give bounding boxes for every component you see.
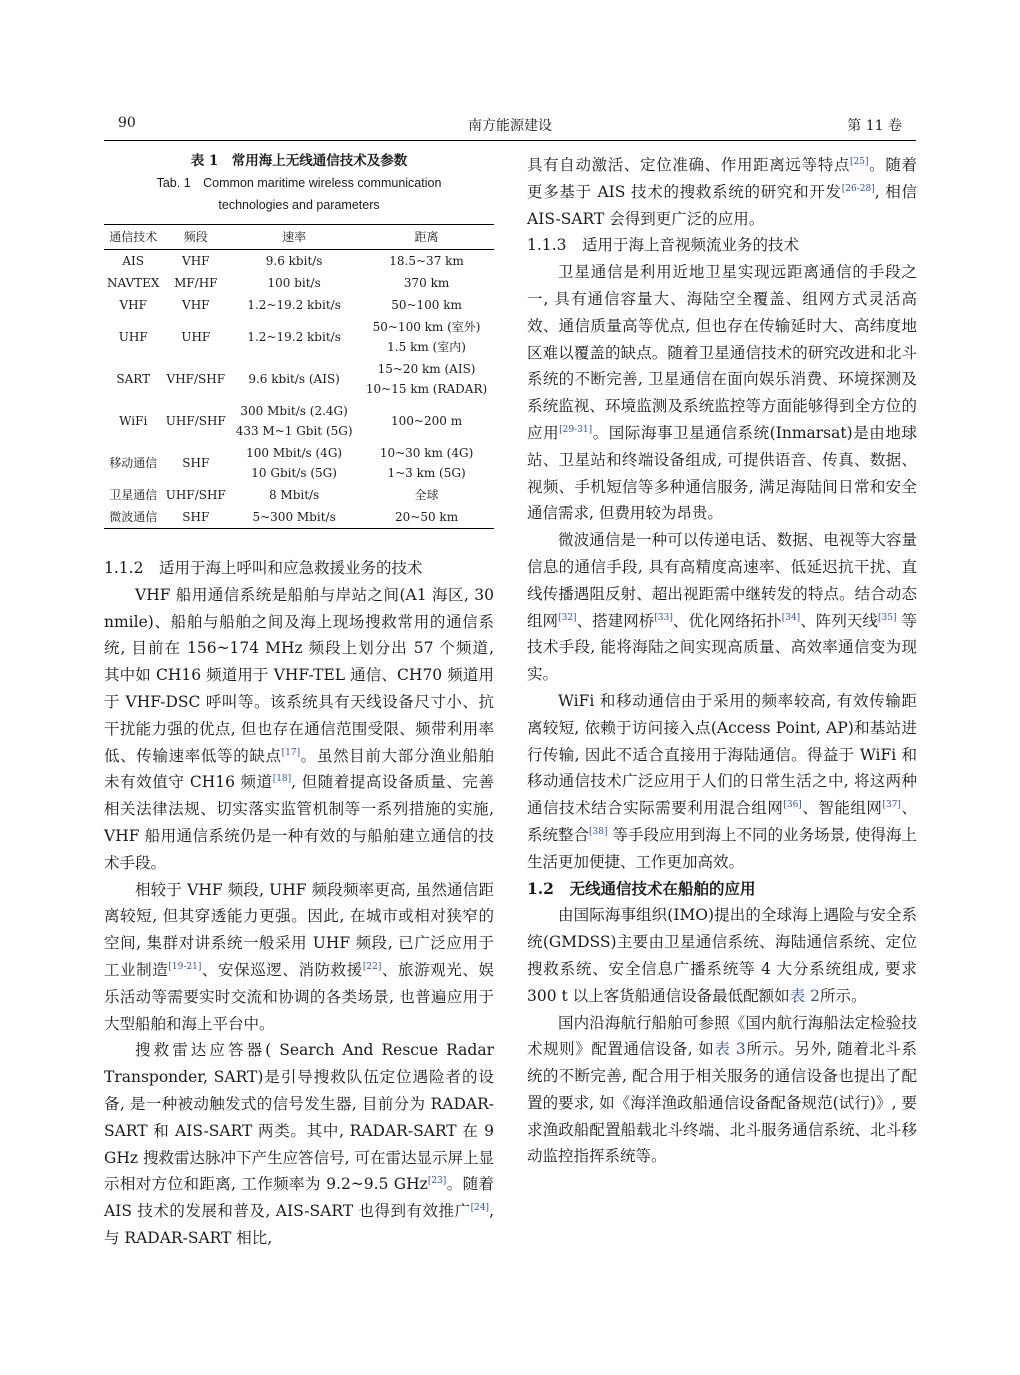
- text: 、旅游观光、娱乐活动等需要实时交流和协调的各类场景, 也普遍应用于大型船舶和海上平台中。: [104, 960, 494, 1033]
- table-cell: 100 bit/s: [267, 276, 321, 290]
- table-cell: 8 Mbit/s: [268, 488, 320, 502]
- text: , 相信 AIS-SART 会得到更广泛的应用。: [527, 182, 917, 228]
- citation[interactable]: [38]: [589, 826, 608, 837]
- table-cell: 卫星通信: [109, 488, 158, 502]
- table-cell: VHF: [182, 298, 210, 312]
- table-2-link[interactable]: 表 2: [789, 986, 820, 1005]
- volume-label: 第 11 卷: [847, 118, 902, 134]
- table-row: [104, 484, 494, 506]
- table-cell: VHF/SHF: [166, 372, 226, 386]
- table-cell: VHF: [182, 254, 210, 268]
- table-cell: 15~20 km (AIS) 10~15 km (RADAR): [365, 362, 488, 396]
- table-body: [104, 250, 494, 529]
- table-cell: 9.6 kbit/s: [265, 254, 323, 268]
- table-cell: SHF: [182, 510, 210, 524]
- parameters-table: [104, 224, 494, 529]
- table-cell: SART: [116, 372, 151, 386]
- text: WiFi 和移动通信由于采用的频率较高, 有效传输距离较短, 依赖于访问接入点(Access Point, AP)和基站进行传输, 因此不适合直接用于海陆通信。得益于 WiFi 和移动通信技术广泛应用于人们的日常生活之中, 将这两种通信技术结合实际需要利用混合组网: [527, 691, 917, 818]
- table-cell: 50~100 km (室外) 1.5 km (室内): [372, 320, 481, 354]
- paragraph: [104, 877, 494, 1038]
- table-cell: UHF: [118, 330, 148, 344]
- text: 搜救雷达应答器( Search And Rescue Radar Transponder, SART)是引导搜救队伍定位遇险者的设备, 是一种被动触发式的信号发生器, 目前分为 RADAR-SART 和 AIS-SART 两类。其中, RADAR-SART 在 9 GHz 搜救雷达脉冲下产生应答信号, 可在雷达显示屏上显示相对方位和距离, 工作频率为 9.2~9.5 GHz: [104, 1041, 494, 1194]
- paragraph: [527, 902, 917, 1009]
- citation[interactable]: [19-21]: [168, 961, 202, 972]
- table-cell: 移动通信: [109, 456, 158, 470]
- right-column: [527, 152, 917, 1170]
- text: 、搭建网桥: [576, 611, 655, 630]
- table-cell: 微波通信: [109, 510, 158, 524]
- table-cell: UHF/SHF: [165, 414, 226, 428]
- paragraph: [527, 527, 917, 688]
- paragraph: [527, 259, 917, 527]
- table-header-cell: 通信技术: [109, 230, 158, 244]
- paragraph: [527, 688, 917, 876]
- table-cell: NAVTEX: [106, 276, 160, 290]
- paragraph: [527, 152, 917, 232]
- table-caption-en-1: Tab. 1 Common maritime wireless communication: [156, 176, 442, 190]
- citation[interactable]: [36]: [783, 799, 802, 810]
- citation[interactable]: [17]: [281, 747, 301, 758]
- citation[interactable]: [32]: [558, 612, 577, 623]
- text: 卫星通信是利用近地卫星实现远距离通信的手段之一, 具有通信容量大、海陆空全覆盖、组网方式灵活高效、通信质量高等优点, 但也存在传输延时大、高纬度地区难以覆盖的缺点。随着卫星通信技术的研究改进和北斗系统的不断完善, 卫星通信在面向娱乐消费、环境探测及系统监视、环境监测及系统监控等方面能够得到全方位的应用: [527, 263, 917, 442]
- citation[interactable]: [34]: [781, 612, 801, 623]
- citation[interactable]: [25]: [850, 156, 869, 167]
- citation[interactable]: [33]: [654, 612, 673, 623]
- table-cell: 5~300 Mbit/s: [252, 510, 336, 524]
- section-1-1-2-heading: 1.1.2 适用于海上呼叫和应急救援业务的技术: [104, 559, 423, 577]
- table-header-cell: 距离: [414, 230, 439, 244]
- running-header: [104, 112, 916, 138]
- table-cell: UHF/SHF: [165, 488, 226, 502]
- table-header-cell: 速率: [282, 230, 307, 244]
- paragraph: [104, 582, 494, 877]
- citation[interactable]: [23]: [427, 1176, 447, 1187]
- journal-name: 南方能源建设: [468, 118, 552, 134]
- text: 。虽然目前大部分渔业船舶未有效值守 CH16 频道: [104, 746, 494, 792]
- table-caption-zh: 表 1 常用海上无线通信技术及参数: [190, 153, 408, 169]
- table-row: [104, 358, 494, 400]
- table-cell: MF/HF: [174, 276, 218, 290]
- citation[interactable]: [18]: [272, 774, 292, 785]
- citation[interactable]: [37]: [882, 799, 901, 810]
- table-row: [104, 400, 494, 442]
- paragraph: [104, 1037, 494, 1251]
- table-row: [104, 442, 494, 484]
- table-header-row: [104, 225, 494, 250]
- text: 由国际海事组织(IMO)提出的全球海上遇险与安全系统(GMDSS)主要由卫星通信系统、海陆通信系统、定位搜救系统、安全信息广播系统等 4 大分系统组成, 要求 300 t 以上客货船通信设备最低配额如: [527, 906, 917, 1005]
- text: 等技术手段, 能将海陆之间实现高质量、高效率通信变为现实。: [527, 611, 917, 684]
- table-row: [104, 506, 494, 529]
- table-caption-en-2: technologies and parameters: [218, 198, 380, 212]
- text: 、系统整合: [527, 799, 917, 844]
- text: VHF 船用通信系统是船舶与岸站之间(A1 海区, 30 nmile)、船舶与船舶之间及海上现场搜救常用的通信系统, 目前在 156~174 MHz 频段上划分出 57 个频道, 其中如 CH16 频道用于 VHF-TEL 通信、CH70 频道用于 VHF-DSC 呼叫等。该系统具有天线设备尺寸小、抗干扰能力强的优点, 但也存在通信范围受限、频带利用率低、传输速率低等的缺点: [104, 585, 495, 765]
- section-1-2-heading: 1.2 无线通信技术在船舶的应用: [527, 878, 756, 898]
- table-row: [104, 316, 494, 358]
- text: 。国际海事卫星通信系统(Inmarsat)是由地球站、卫星站和终端设备组成, 可提供语音、传真、数据、视频、手机短信等多种通信服务, 满足海陆间日常和安全通信需求, 但费用较为昂贵。: [527, 423, 917, 523]
- table-cell: VHF: [119, 298, 147, 312]
- table-cell: 100 Mbit/s (4G) 10 Gbit/s (5G): [246, 446, 343, 480]
- citation[interactable]: [35]: [877, 612, 897, 623]
- paragraph: [527, 1010, 917, 1171]
- text: , 与 RADAR-SART 相比,: [104, 1202, 494, 1247]
- page-number: 90: [118, 115, 136, 131]
- citation[interactable]: [26-28]: [841, 183, 875, 194]
- header-rule: [104, 140, 916, 141]
- text: 所示。: [819, 986, 867, 1005]
- table-cell: 全球: [414, 488, 439, 502]
- table-cell: WiFi: [119, 414, 148, 428]
- table-cell: 100~200 m: [391, 414, 463, 428]
- text: 微波通信是一种可以传递电话、数据、电视等大容量信息的通信手段, 具有高精度高速率、低延迟抗干扰、直线传播遇阻反射、超出视距需中继转发的特点。结合动态组网: [527, 531, 917, 630]
- text: 所示。另外, 随着北斗系统的不断完善, 配合用于相关服务的通信设备也提出了配置的要求, 如《海洋渔政船通信设备配备规范(试行)》, 要求渔政船配置船载北斗终端、北斗服务通信系统、北斗移动监控指挥系统等。: [527, 1040, 917, 1166]
- section-1-1-3-heading: 1.1.3 适用于海上音视频流业务的技术: [527, 236, 799, 255]
- citation[interactable]: [22]: [362, 961, 382, 972]
- text: 。随着 AIS 技术的发展和普及, AIS-SART 也得到有效推广: [104, 1175, 494, 1221]
- text: 、安保巡逻、消防救援: [201, 960, 363, 979]
- text: 、阵列天线: [800, 611, 878, 630]
- table-caption: [104, 150, 494, 216]
- text: 、智能组网: [801, 799, 883, 818]
- text: 具有自动激活、定位准确、作用距离远等特点: [527, 156, 851, 174]
- table-row: [104, 250, 494, 273]
- table-header-cell: 频段: [183, 230, 208, 244]
- text: 。随着更多基于 AIS 技术的搜救系统的研究和开发: [527, 156, 917, 201]
- table-1: [104, 150, 494, 555]
- table-cell: SHF: [182, 456, 210, 470]
- table-cell: 1.2~19.2 kbit/s: [247, 330, 341, 344]
- citation[interactable]: [29-31]: [559, 424, 593, 435]
- table-cell: 300 Mbit/s (2.4G) 433 M~1 Gbit (5G): [235, 404, 353, 438]
- left-column: [104, 150, 494, 1252]
- text: , 但随着提高设备质量、完善相关法律法规、切实落实监管机制等一系列措施的实施, VHF 船用通信系统仍是一种有效的与船舶建立通信的技术手段。: [104, 773, 494, 872]
- table-cell: 10~30 km (4G) 1~3 km (5G): [379, 446, 474, 480]
- text: 国内沿海航行船舶可参照《国内航行海船法定检验技术规则》配置通信设备, 如: [527, 1013, 917, 1059]
- citation[interactable]: [24]: [470, 1202, 490, 1213]
- text: 等手段应用到海上不同的业务场景, 使得海上生活更加便捷、工作更加高效。: [527, 825, 917, 871]
- table-cell: 9.6 kbit/s (AIS): [248, 372, 340, 386]
- table-cell: 50~100 km: [391, 298, 462, 312]
- table-cell: 1.2~19.2 kbit/s: [247, 298, 341, 312]
- table-cell: 20~50 km: [395, 510, 459, 524]
- table-row: [104, 294, 494, 316]
- table-cell: 370 km: [403, 276, 450, 290]
- table-cell: 18.5~37 km: [389, 254, 464, 268]
- table-3-link[interactable]: 表 3: [714, 1040, 746, 1059]
- table-cell: AIS: [122, 254, 145, 268]
- text: 相较于 VHF 频段, UHF 频段频率更高, 虽然通信距离较短, 但其穿透能力更强。因此, 在城市或相对狭窄的空间, 集群对讲系统一般采用 UHF 频段, 已广泛应用于工业制造: [104, 880, 494, 979]
- table-cell: UHF: [181, 330, 211, 344]
- table-row: [104, 272, 494, 294]
- text: 、优化网络拓扑: [672, 611, 782, 630]
